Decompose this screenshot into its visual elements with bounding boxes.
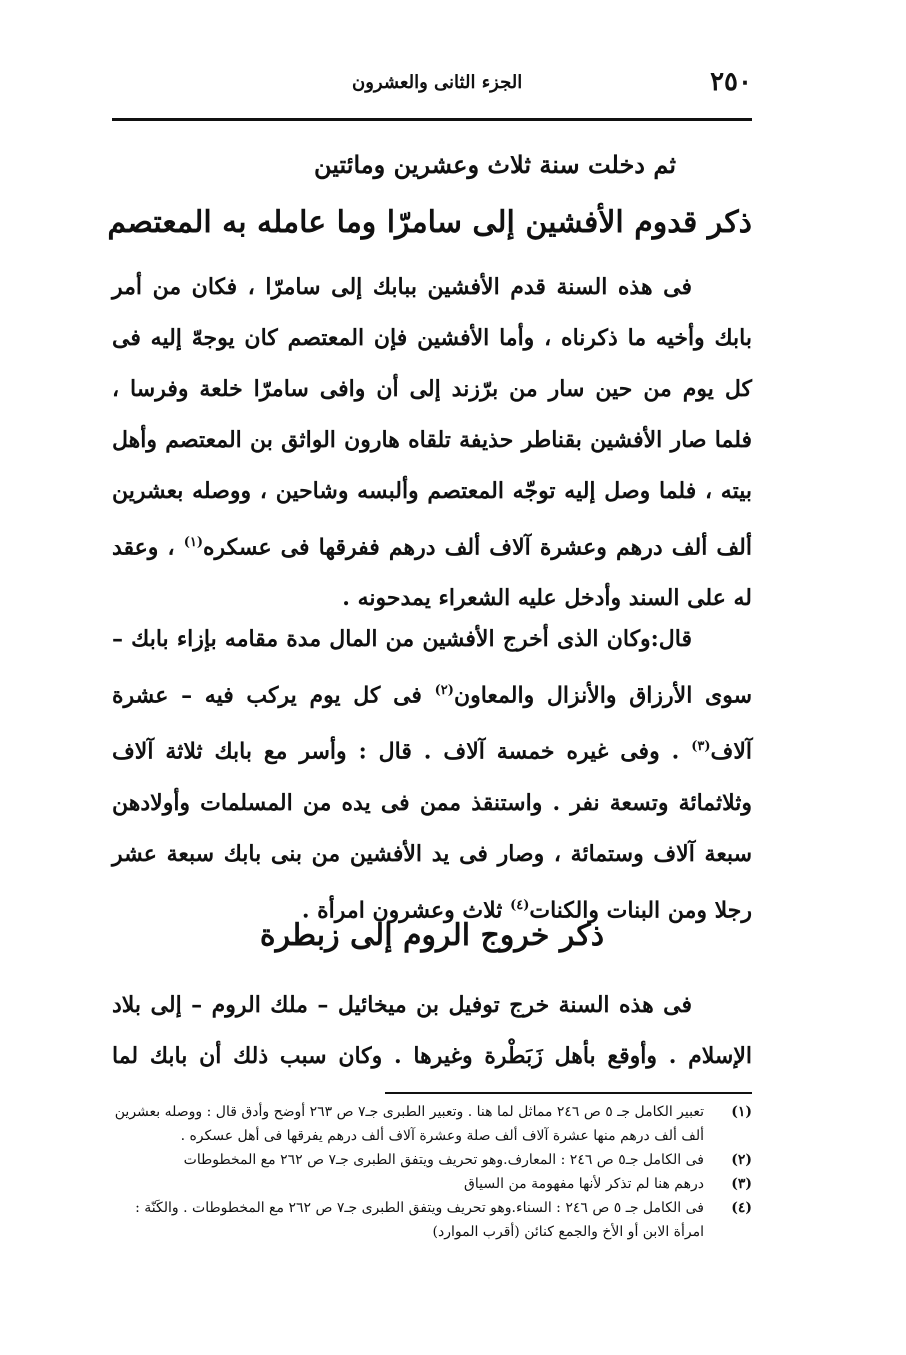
page-header: [112, 62, 752, 102]
footnote-ref-4: (٤): [510, 897, 530, 913]
footnote-ref-1: (١): [183, 535, 204, 550]
footnote-text: تعبير الكامل جـ ٥ ص ٢٤٦ مماثل لما هنا . وتعبير الطبرى جـ٧ ص ٢٦٣ أوضح وأدق قال : ووصله بعشرين ألف ألف درهم منها عشرة آلاف ألف صلة وعشرة آلاف ألف درهم يفرقها فى أهل عسكره .: [114, 1104, 704, 1144]
section-heading-byzantines: ذكر خروج الروم إلى زبطرة: [259, 918, 605, 953]
footnote-text: فى الكامل جـ٥ ص ٢٤٦ : المعارف.وهو تحريف ويتفق الطبرى جـ٧ ص ٢٦٢ مع المخطوطات: [183, 1152, 704, 1168]
footnote-number: (٤): [731, 1200, 752, 1216]
footnote: [112, 1148, 752, 1172]
paragraph-text: ثلاث وعشرون امرأة .: [301, 896, 511, 923]
paragraph-text: فى هذه السنة قدم الأفشين ببابك إلى سامرّا ، فكان من أمر بابك وأخيه ما ذكرناه ، وأما الأفشين فإن المعتصم كان يوجهّ إليه فى كل يوم من حين سار من برّزند إلى أن وافى سامرّا خلعة وفرسا ، فلما صار الأفشين بقناطر حذيفة تلقاه هارون الواثق بن المعتصم وأهل بيته ، فلما وصل إليه توجّه المعتصم وألبسه وشاحين ، ووصله بعشرين ألف ألف درهم وعشرة آلاف ألف درهم ففرقها فى عسكره: [112, 274, 752, 561]
footnote-rule: [385, 1092, 752, 1094]
paragraph-byzantines: فى هذه السنة خرج توفيل بن ميخائيل – ملك الروم – إلى بلاد الإسلام . وأوقع بأهل زَبَطْرة وغيرها . وكان سبب ذلك أن بابك لما: [112, 992, 752, 1069]
paragraph-text: قال:وكان الذى أخرج الأفشين من المال مدة مقامه بإزاء بابك – سوى الأرزاق والأنزال والمعاون: [112, 626, 753, 709]
footnote-text: فى الكامل جـ ٥ ص ٢٤٦ : السناء.وهو تحريف ويتفق الطبرى جـ٧ ص ٢٦٢ مع المخطوطات . والكَنّة : امرأة الابن أو الأخ والجمع كنائن (أقرب الموارد): [135, 1200, 704, 1240]
footnote-number: (١): [731, 1104, 752, 1120]
footnote-number: (٣): [731, 1176, 752, 1192]
footnote-text: درهم هنا لم تذكر لأنها مفهومة من السياق: [464, 1176, 704, 1192]
year-line: ثم دخلت سنة ثلاث وعشرين ومائتين: [314, 150, 676, 179]
footnotes: [112, 1100, 752, 1244]
footnote: [112, 1196, 752, 1244]
running-title: الجزء الثانى والعشرون: [352, 71, 523, 93]
page-number: ٢٥٠: [710, 67, 752, 97]
paragraph-text: فى كل يوم يركب فيه – عشرة آلاف: [112, 682, 752, 765]
paragraph-afshin-arrival: [112, 262, 752, 624]
footnote: [112, 1172, 752, 1196]
paragraph-text: . وفى غيره خمسة آلاف . قال : وأسر مع بابك ثلاثة آلاف وثلاثمائة وتسعة نفر . واستنقذ ممن فى يده من المسلمات وأولادهن سبعة آلاف وستمائة ، وصار فى يد الأفشين من بنى بابك سبعة عشر رجلا ومن البنات والكنات: [112, 738, 752, 923]
footnote-ref-3: (٣): [691, 739, 711, 755]
paragraph-text: ، وعقد له على السند وأدخل عليه الشعراء يمدحونه .: [112, 534, 752, 612]
footnote-number: (٢): [731, 1152, 752, 1168]
header-rule: [112, 118, 752, 121]
footnote: [112, 1100, 752, 1148]
footnote-ref-2: (٢): [434, 683, 454, 698]
section-heading-afshin: ذكر قدوم الأفشين إلى سامرّا وما عامله به المعتصم: [107, 205, 752, 240]
paragraph-afshin-expenses: [112, 614, 752, 936]
